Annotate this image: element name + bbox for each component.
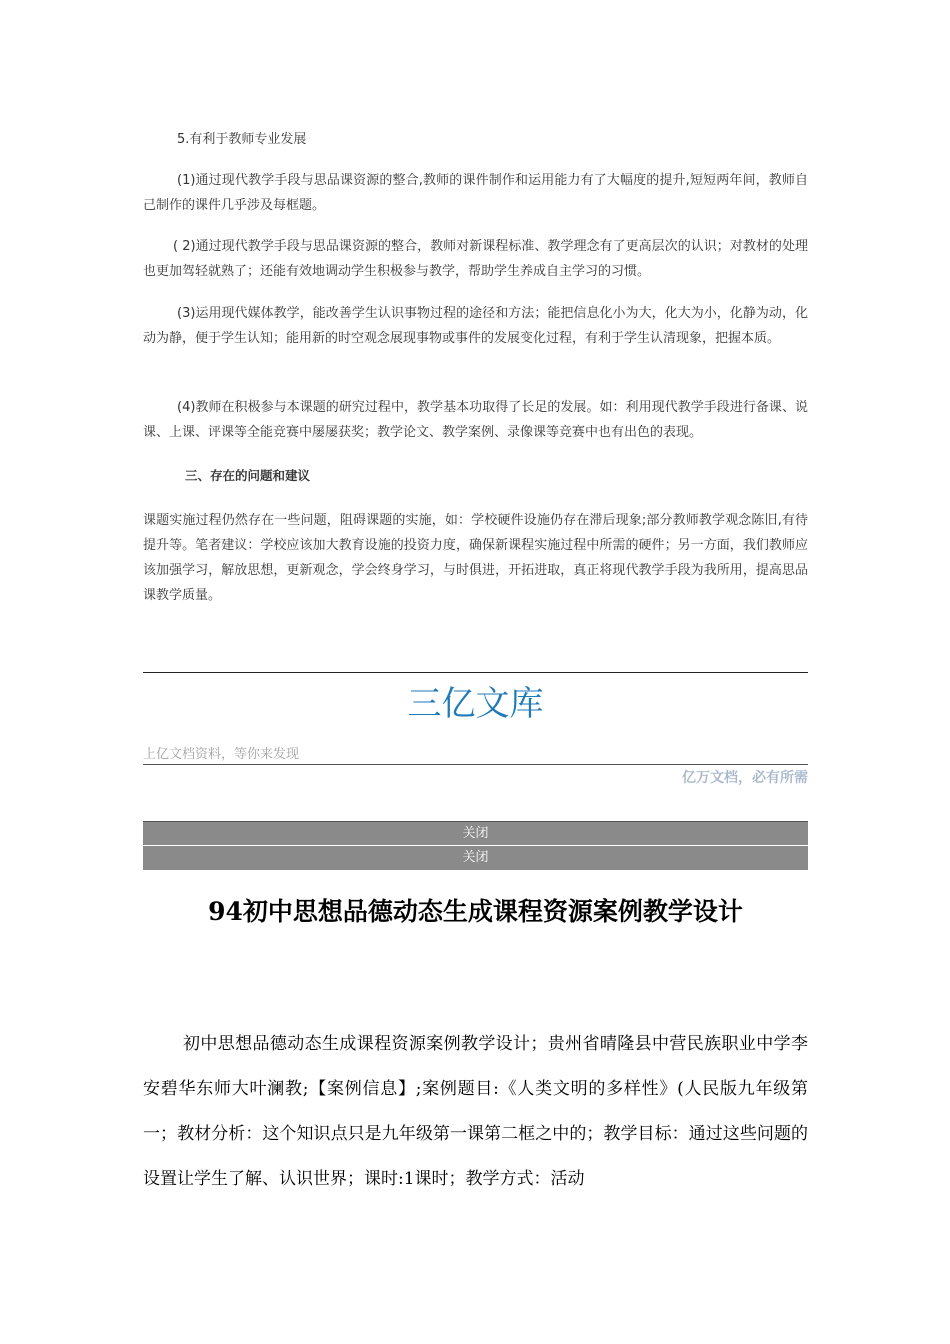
paragraph-problems: 课题实施过程仍然存在一些问题，阻碍课题的实施，如：学校硬件设施仍存在滞后现象;部分教师教学观念陈旧,有待提升等。笔者建议：学校应该加大教育设施的投资力度，确保新课程实施过程中所需的硬件；另一方面，我们教师应该加强学习，解放思想，更新观念，学会终身学习，与时俱进，开拓进取，真正将现代教学手段为我所用，提高思品课教学质量。 (143, 513, 808, 603)
section-subheading: 三、存在的问题和建议 (185, 468, 311, 483)
document-title: 94初中思想品德动态生成课程资源案例教学设计 (208, 897, 743, 926)
divider-top (143, 672, 808, 673)
section-heading: 5.有利于教师专业发展 (177, 132, 307, 147)
document-body: 初中思想品德动态生成课程资源案例教学设计；贵州省晴隆县中营民族职业中学李安碧华东师大叶澜教;【案例信息】;案例题目:《人类文明的多样性》(人民版九年级第一；教材分析：这个知识点只是九年级第一课第二框之中的；教学目标：通过这些问题的设置让学生了解、认识世界；课时:1课时；教学方式：活动 (143, 1034, 808, 1189)
paragraph-item-1: (1)通过现代教学手段与思品课资源的整合,教师的课件制作和运用能力有了大幅度的提升,短短两年间，教师自己制作的课件几乎涉及每框题。 (143, 173, 808, 213)
divider-middle (143, 764, 808, 765)
brand-slogan: 亿万文档，必有所需 (682, 770, 808, 786)
brand-tagline: 上亿文档资料，等你来发现 (143, 747, 300, 762)
paragraph-item-4: (4)教师在积极参与本课题的研究过程中，教学基本功取得了长足的发展。如：利用现代教学手段进行备课、说课、上课、评课等全能竞赛中屡屡获奖；教学论文、教学案例、录像课等竞赛中也有出色的表现。 (143, 400, 808, 440)
brand-logo-title[interactable]: 三亿文库 (407, 684, 544, 724)
close-button-secondary[interactable]: 关闭 (143, 846, 808, 870)
paragraph-item-2: ( 2)通过现代教学手段与思品课资源的整合，教师对新课程标准、教学理念有了更高层次的认识；对教材的处理也更加驾轻就熟了；还能有效地调动学生积极参与教学，帮助学生养成自主学习的习惯。 (143, 239, 808, 279)
close-button[interactable]: 关闭 (143, 821, 808, 845)
paragraph-item-3: (3)运用现代媒体教学，能改善学生认识事物过程的途径和方法；能把信息化小为大，化大为小，化静为动，化动为静，便于学生认知；能用新的时空观念展现事物或事件的发展变化过程，有利于学生认清现象，把握本质。 (143, 306, 808, 346)
